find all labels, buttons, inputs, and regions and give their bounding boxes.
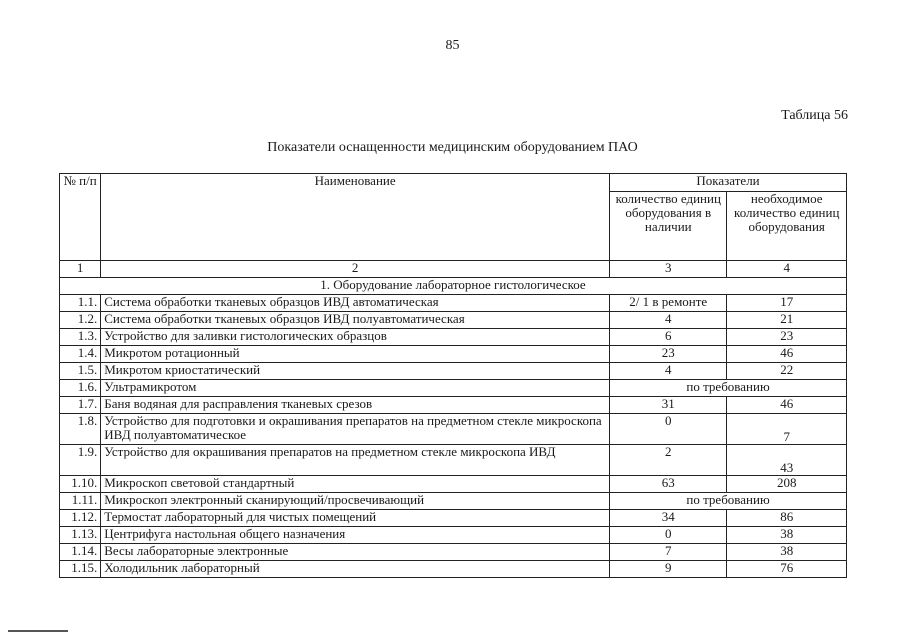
row-number: 1.1. [60, 295, 101, 312]
colnum-4: 4 [727, 261, 847, 278]
row-need: 23 [727, 329, 847, 346]
table-row [60, 445, 847, 476]
row-merged-value: по требованию [610, 380, 847, 397]
row-number: 1.6. [60, 380, 101, 397]
row-have: 34 [610, 510, 727, 527]
row-number: 1.10. [60, 476, 101, 493]
table-row [60, 527, 847, 544]
header-need: необходимое количество единиц оборудования [727, 192, 847, 261]
table-row [60, 295, 847, 312]
row-name: Баня водяная для расправления тканевых срезов [101, 397, 610, 414]
row-name: Устройство для подготовки и окрашивания препаратов на предметном стекле микроскопа ИВД полуавтоматическое [101, 414, 610, 445]
table-row [60, 329, 847, 346]
equipment-table [59, 173, 847, 578]
row-have: 23 [610, 346, 727, 363]
row-have: 63 [610, 476, 727, 493]
row-need: 208 [727, 476, 847, 493]
row-need: 76 [727, 561, 847, 578]
table-label: Таблица 56 [781, 108, 848, 123]
colnum-3: 3 [610, 261, 727, 278]
table-row [60, 414, 847, 445]
table-row [60, 363, 847, 380]
table-row [60, 312, 847, 329]
row-name: Микроскоп световой стандартный [101, 476, 610, 493]
row-need: 21 [727, 312, 847, 329]
row-number: 1.2. [60, 312, 101, 329]
header-indicators: Показатели [610, 174, 847, 192]
table-row [60, 380, 847, 397]
table-row [60, 544, 847, 561]
row-need: 7 [727, 414, 847, 445]
row-name: Устройство для окрашивания препаратов на предметном стекле микроскопа ИВД [101, 445, 610, 476]
column-number-row [60, 261, 847, 278]
row-name: Центрифуга настольная общего назначения [101, 527, 610, 544]
row-number: 1.3. [60, 329, 101, 346]
row-number: 1.4. [60, 346, 101, 363]
row-number: 1.11. [60, 493, 101, 510]
row-number: 1.7. [60, 397, 101, 414]
header-have: количество единиц оборудования в наличии [610, 192, 727, 261]
row-need: 38 [727, 544, 847, 561]
row-number: 1.15. [60, 561, 101, 578]
row-need: 46 [727, 397, 847, 414]
row-name: Микротом ротационный [101, 346, 610, 363]
table-row [60, 397, 847, 414]
row-need: 43 [727, 445, 847, 476]
section-row [60, 278, 847, 295]
row-need: 22 [727, 363, 847, 380]
table-row [60, 561, 847, 578]
row-number: 1.9. [60, 445, 101, 476]
row-name: Система обработки тканевых образцов ИВД полуавтоматическая [101, 312, 610, 329]
row-name: Весы лабораторные электронные [101, 544, 610, 561]
row-name: Устройство для заливки гистологических образцов [101, 329, 610, 346]
row-have: 31 [610, 397, 727, 414]
row-name: Термостат лабораторный для чистых помещений [101, 510, 610, 527]
row-number: 1.8. [60, 414, 101, 445]
section-title: 1. Оборудование лабораторное гистологическое [60, 278, 847, 295]
row-name: Ультрамикротом [101, 380, 610, 397]
table-row [60, 346, 847, 363]
row-have: 9 [610, 561, 727, 578]
row-need: 38 [727, 527, 847, 544]
row-number: 1.14. [60, 544, 101, 561]
row-have: 4 [610, 312, 727, 329]
row-have: 7 [610, 544, 727, 561]
header-name: Наименование [101, 174, 610, 261]
header-num: № п/п [60, 174, 101, 261]
page-number: 85 [445, 38, 460, 53]
row-name: Система обработки тканевых образцов ИВД автоматическая [101, 295, 610, 312]
row-need: 46 [727, 346, 847, 363]
row-have: 2/ 1 в ремонте [610, 295, 727, 312]
row-merged-value: по требованию [610, 493, 847, 510]
row-have: 0 [610, 527, 727, 544]
row-number: 1.13. [60, 527, 101, 544]
row-have: 2 [610, 445, 727, 476]
row-number: 1.5. [60, 363, 101, 380]
row-need: 17 [727, 295, 847, 312]
row-have: 6 [610, 329, 727, 346]
row-need: 86 [727, 510, 847, 527]
row-name: Микроскоп электронный сканирующий/просвечивающий [101, 493, 610, 510]
row-number: 1.12. [60, 510, 101, 527]
table-row [60, 510, 847, 527]
document-title: Показатели оснащенности медицинским оборудованием ПАО [267, 140, 638, 155]
colnum-2: 2 [101, 261, 610, 278]
colnum-1: 1 [60, 261, 101, 278]
row-name: Микротом криостатический [101, 363, 610, 380]
row-name: Холодильник лабораторный [101, 561, 610, 578]
table-row [60, 493, 847, 510]
table-row [60, 476, 847, 493]
page-edge-mark [8, 630, 68, 632]
row-have: 0 [610, 414, 727, 445]
header-row-1 [60, 174, 847, 192]
row-have: 4 [610, 363, 727, 380]
